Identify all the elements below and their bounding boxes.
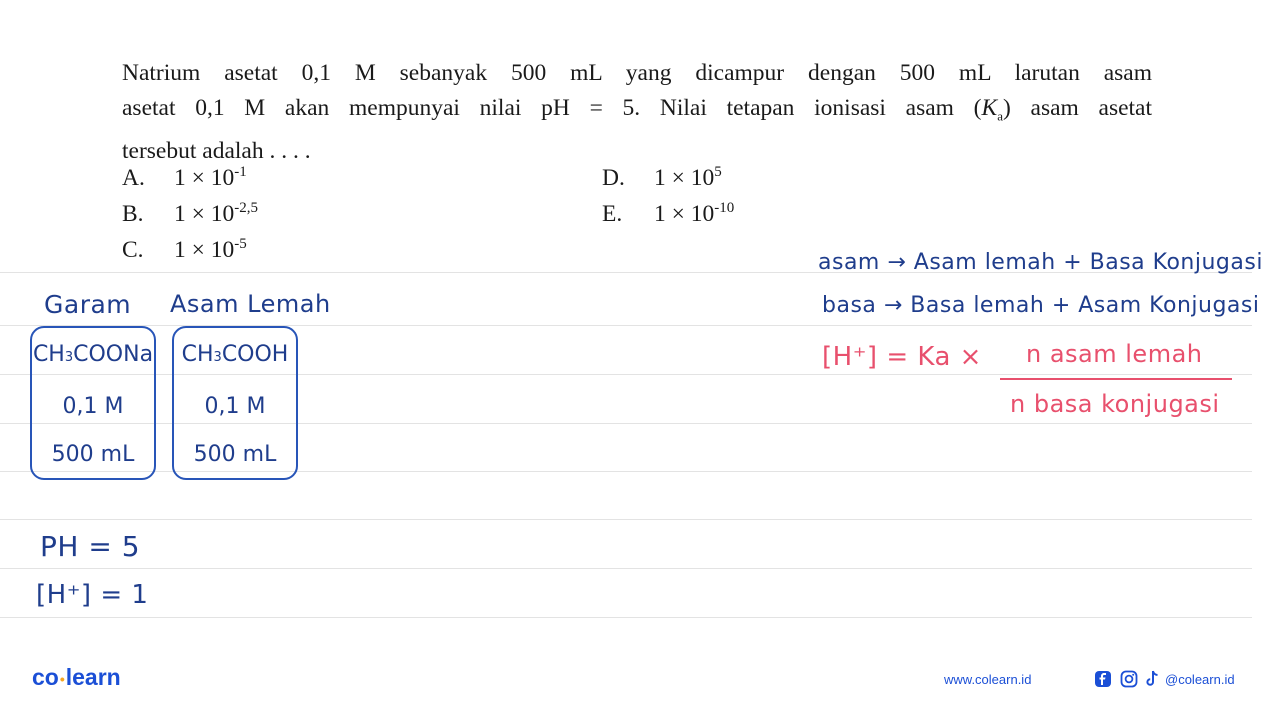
ruled-line	[0, 617, 1252, 618]
question-text	[122, 56, 1152, 169]
asam-lemah-heading: Asam Lemah	[170, 290, 331, 318]
garam-heading: Garam	[44, 290, 132, 319]
asam-compound: CH3COOH	[181, 342, 289, 367]
question-line-1: Natrium asetat 0,1 M sebanyak 500 mL yang dicampur dengan 500 mL larutan asam	[122, 60, 1152, 86]
garam-volume: 500 mL	[51, 442, 135, 467]
fraction-bar	[1000, 378, 1232, 380]
ph-value-line: PH = 5	[40, 530, 141, 563]
option-e[interactable]: E. $1 \times 10^{-10}$	[602, 200, 735, 227]
garam-concentration: 0,1 M	[62, 394, 124, 419]
tiktok-icon[interactable]	[1142, 669, 1162, 689]
ruled-line	[0, 568, 1252, 569]
facebook-icon[interactable]	[1093, 669, 1113, 689]
option-a[interactable]: A. $1 \times 10^{-1}$	[122, 164, 247, 191]
formula-numerator: n asam lemah	[1026, 340, 1203, 368]
website-link[interactable]: www.colearn.id	[944, 672, 1032, 687]
instagram-icon[interactable]	[1119, 669, 1139, 689]
garam-box	[30, 326, 156, 480]
h-ion-line: [H⁺] = 1	[36, 580, 149, 610]
asam-concentration: 0,1 M	[204, 394, 266, 419]
reaction-acid: asam → Asam lemah + Basa Konjugasi	[818, 250, 1263, 275]
asam-lemah-box	[172, 326, 298, 480]
option-c[interactable]: C. $1 \times 10^{-5}$	[122, 236, 247, 263]
option-b[interactable]: B. $1 \times 10^{-2,5}$	[122, 200, 259, 227]
reaction-base: basa → Basa lemah + Asam Konjugasi	[822, 293, 1260, 318]
asam-volume: 500 mL	[193, 442, 277, 467]
ruled-line	[0, 519, 1252, 520]
question-line-3: tersebut adalah . . . .	[122, 137, 311, 164]
question-line-2: asetat 0,1 M akan mempunyai nilai pH = 5. Nilai tetapan ionisasi asam $(K_a)$ asam asetat	[122, 95, 1153, 124]
garam-compound: CH3COONa	[32, 342, 154, 367]
social-handle[interactable]: @colearn.id	[1165, 672, 1235, 687]
formula-denominator: n basa konjugasi	[1010, 390, 1220, 418]
formula-left: [H⁺] = Ka ×	[822, 342, 982, 372]
colearn-logo[interactable]: co•learn	[32, 664, 121, 690]
option-d[interactable]: D. $1 \times 10^5$	[602, 164, 722, 191]
